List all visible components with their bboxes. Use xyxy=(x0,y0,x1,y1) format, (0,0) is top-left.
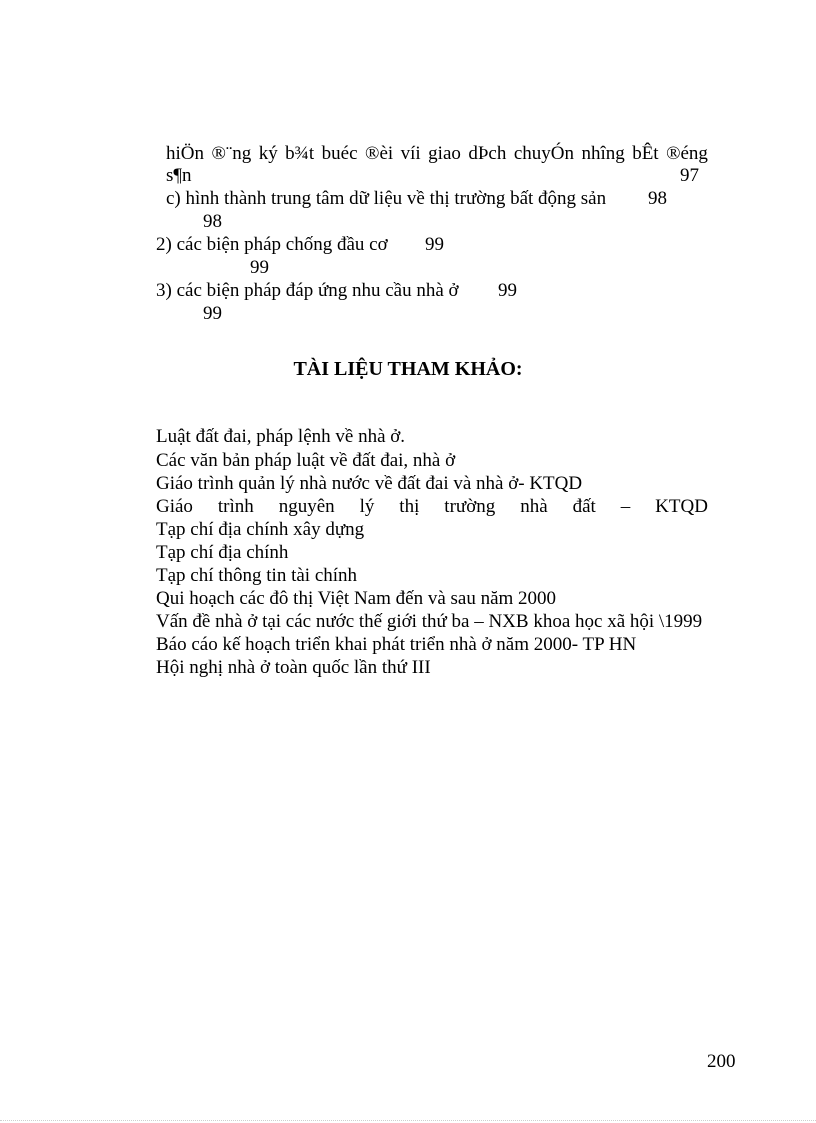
reference-word: nhà xyxy=(520,496,548,517)
toc-line-4: 3) các biện pháp đáp ứng nhu cầu nhà ở xyxy=(156,280,459,301)
page-number: 200 xyxy=(707,1051,736,1072)
reference-word: lý xyxy=(359,496,375,517)
reference-word: đất xyxy=(572,496,596,517)
reference-item-justified xyxy=(156,496,708,518)
toc-page-number: 99 xyxy=(498,280,517,301)
toc-page-number-repeat: 99 xyxy=(250,257,269,278)
toc-word: bÊt xyxy=(632,143,659,164)
toc-word: giao xyxy=(428,143,461,164)
toc-word: chuyÓn xyxy=(513,143,574,164)
page-bottom-edge xyxy=(0,1120,816,1121)
toc-word: buéc xyxy=(321,143,358,164)
reference-item: Tạp chí địa chính xyxy=(156,542,289,563)
toc-word: b¾t xyxy=(285,143,315,164)
reference-item: Giáo trình quản lý nhà nước về đất đai và nhà ở- KTQD xyxy=(156,473,583,494)
toc-word: víi xyxy=(400,143,421,164)
reference-word: trình xyxy=(217,496,254,517)
reference-word: Giáo xyxy=(156,496,193,517)
toc-word: nhîng xyxy=(581,143,625,164)
toc-page-number: 98 xyxy=(648,188,667,209)
toc-line-3: 2) các biện pháp chống đầu cơ xyxy=(156,234,388,255)
references-heading: TÀI LIỆU THAM KHẢO: xyxy=(293,358,523,380)
toc-line-1 xyxy=(166,143,708,165)
reference-item: Vấn đề nhà ở tại các nước thế giới thứ ba – NXB khoa học xã hội \1999 xyxy=(156,611,703,632)
reference-item: Các văn bản pháp luật về đất đai, nhà ở xyxy=(156,450,456,471)
toc-line-1-continued: s¶n xyxy=(166,165,192,186)
reference-word: – xyxy=(620,496,631,517)
reference-item: Tạp chí địa chính xây dựng xyxy=(156,519,365,540)
reference-item: Luật đất đai, pháp lệnh về nhà ở. xyxy=(156,426,406,447)
reference-word: KTQD xyxy=(655,496,708,517)
toc-word: hiÖn xyxy=(166,143,204,164)
reference-item: Hội nghị nhà ở toàn quốc lần thứ III xyxy=(156,657,431,678)
reference-item: Báo cáo kế hoạch triển khai phát triển nhà ở năm 2000- TP HN xyxy=(156,634,637,655)
reference-word: nguyên xyxy=(278,496,335,517)
toc-page-number-repeat: 99 xyxy=(203,303,222,324)
toc-page-number: 97 xyxy=(680,165,699,186)
toc-word: ®éng xyxy=(666,143,708,164)
toc-word: ®èi xyxy=(365,143,394,164)
toc-word: ®¨ng xyxy=(211,143,252,164)
reference-word: trường xyxy=(444,496,496,517)
toc-word: dÞch xyxy=(468,143,507,164)
toc-line-2: c) hình thành trung tâm dữ liệu về thị trường bất động sản xyxy=(166,188,607,209)
reference-item: Qui hoạch các đô thị Việt Nam đến và sau năm 2000 xyxy=(156,588,557,609)
toc-word: ký xyxy=(258,143,278,164)
reference-word: thị xyxy=(399,496,420,517)
toc-page-number-repeat: 98 xyxy=(203,211,222,232)
reference-item: Tạp chí thông tin tài chính xyxy=(156,565,358,586)
toc-page-number: 99 xyxy=(425,234,444,255)
